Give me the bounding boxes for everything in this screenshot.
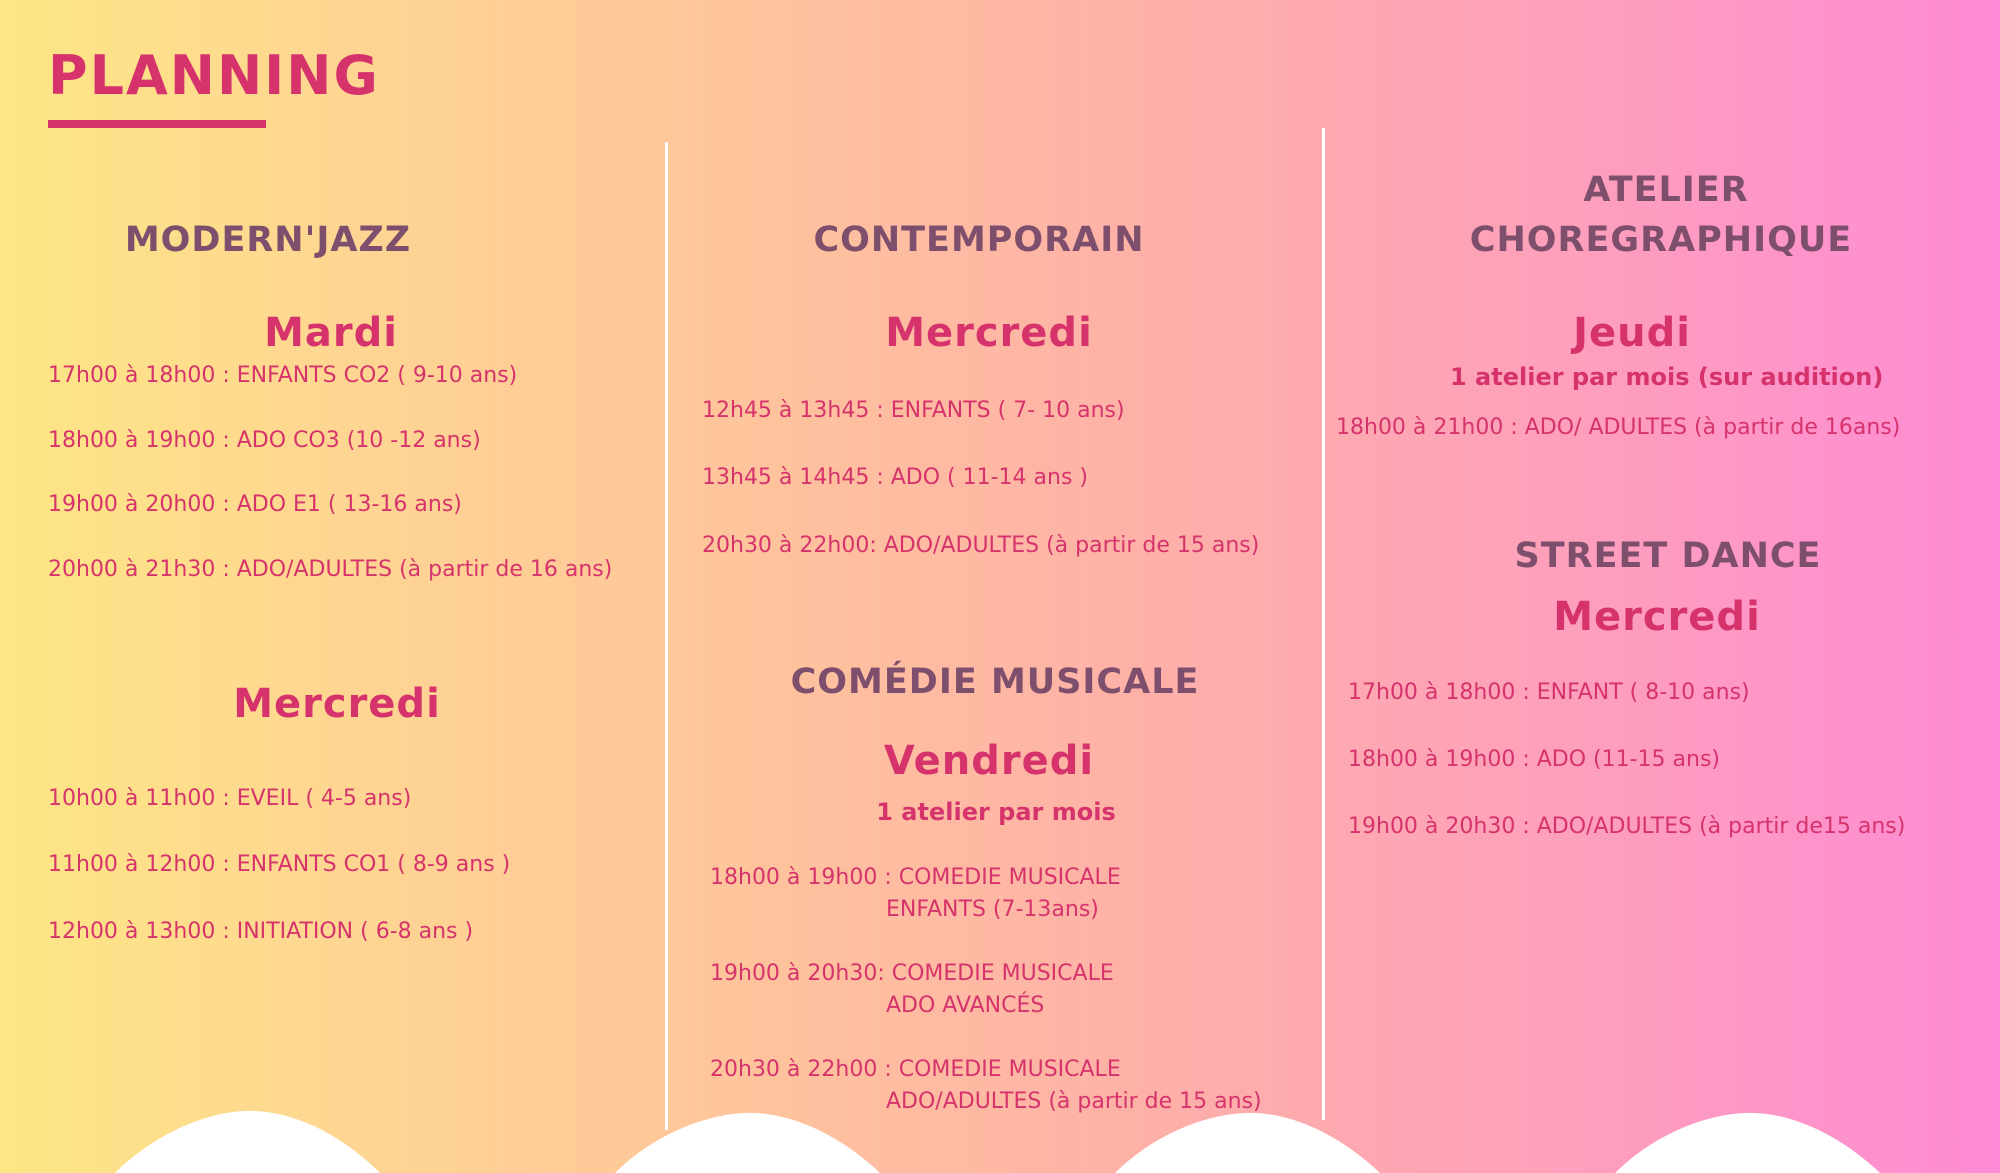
comedie-musicale-day: Vendredi <box>883 738 1095 784</box>
contemporain-heading: CONTEMPORAIN <box>813 220 1145 260</box>
page-title: PLANNING <box>48 44 380 107</box>
modern-jazz-wednesday-day: Mercredi <box>233 681 441 727</box>
comedie-musicale-line-2-cont: ADO AVANCÉS <box>886 993 1045 1018</box>
modern-jazz-tuesday-line-3: 19h00 à 20h00 : ADO E1 ( 13-16 ans) <box>48 492 462 517</box>
contemporain-day: Mercredi <box>885 310 1093 356</box>
comedie-musicale-line-1-cont: ENFANTS (7-13ans) <box>886 897 1099 922</box>
modern-jazz-heading: MODERN'JAZZ <box>124 220 412 260</box>
bottom-wave-decoration <box>0 1093 2000 1173</box>
atelier-line-1: 18h00 à 21h00 : ADO/ ADULTES (à partir de 16ans) <box>1336 415 1901 440</box>
atelier-note: 1 atelier par mois (sur audition) <box>1450 363 1884 391</box>
comedie-musicale-line-1 <box>710 862 1121 926</box>
contemporain-line-1: 12h45 à 13h45 : ENFANTS ( 7- 10 ans) <box>702 398 1125 423</box>
modern-jazz-tuesday-line-2: 18h00 à 19h00 : ADO CO3 (10 -12 ans) <box>48 428 481 453</box>
contemporain-line-2: 13h45 à 14h45 : ADO ( 11-14 ans ) <box>702 465 1088 490</box>
street-dance-line-3: 19h00 à 20h30 : ADO/ADULTES (à partir de15 ans) <box>1348 814 1906 839</box>
modern-jazz-wednesday-line-1: 10h00 à 11h00 : EVEIL ( 4-5 ans) <box>48 786 412 811</box>
comedie-musicale-line-2-main: 19h00 à 20h30: COMEDIE MUSICALE <box>710 961 1114 986</box>
street-dance-line-2: 18h00 à 19h00 : ADO (11-15 ans) <box>1348 747 1721 772</box>
modern-jazz-tuesday-line-4: 20h00 à 21h30 : ADO/ADULTES (à partir de 16 ans) <box>48 557 613 582</box>
comedie-musicale-line-3-cont: ADO/ADULTES (à partir de 15 ans) <box>886 1089 1262 1114</box>
comedie-musicale-line-2 <box>710 958 1114 1022</box>
comedie-musicale-line-3-main: 20h30 à 22h00 : COMEDIE MUSICALE <box>710 1057 1121 1082</box>
street-dance-day: Mercredi <box>1553 594 1761 640</box>
title-underline <box>48 120 266 128</box>
modern-jazz-wednesday-line-3: 12h00 à 13h00 : INITIATION ( 6-8 ans ) <box>48 919 474 944</box>
modern-jazz-tuesday-line-1: 17h00 à 18h00 : ENFANTS CO2 ( 9-10 ans) <box>48 363 518 388</box>
column-divider-right <box>1322 128 1325 1120</box>
comedie-musicale-line-1-main: 18h00 à 19h00 : COMEDIE MUSICALE <box>710 865 1121 890</box>
modern-jazz-wednesday-line-2: 11h00 à 12h00 : ENFANTS CO1 ( 8-9 ans ) <box>48 852 511 877</box>
contemporain-line-3: 20h30 à 22h00: ADO/ADULTES (à partir de 15 ans) <box>702 533 1260 558</box>
street-dance-heading: STREET DANCE <box>1514 536 1822 576</box>
atelier-heading-line-1: ATELIER <box>1583 170 1749 210</box>
column-divider-left <box>665 142 668 1130</box>
atelier-heading-line-2: CHOREGRAPHIQUE <box>1469 220 1853 260</box>
atelier-day: Jeudi <box>1573 310 1691 356</box>
comedie-musicale-heading: COMÉDIE MUSICALE <box>790 662 1200 702</box>
street-dance-line-1: 17h00 à 18h00 : ENFANT ( 8-10 ans) <box>1348 680 1750 705</box>
comedie-musicale-note: 1 atelier par mois <box>876 798 1116 826</box>
modern-jazz-tuesday-day: Mardi <box>264 310 398 356</box>
